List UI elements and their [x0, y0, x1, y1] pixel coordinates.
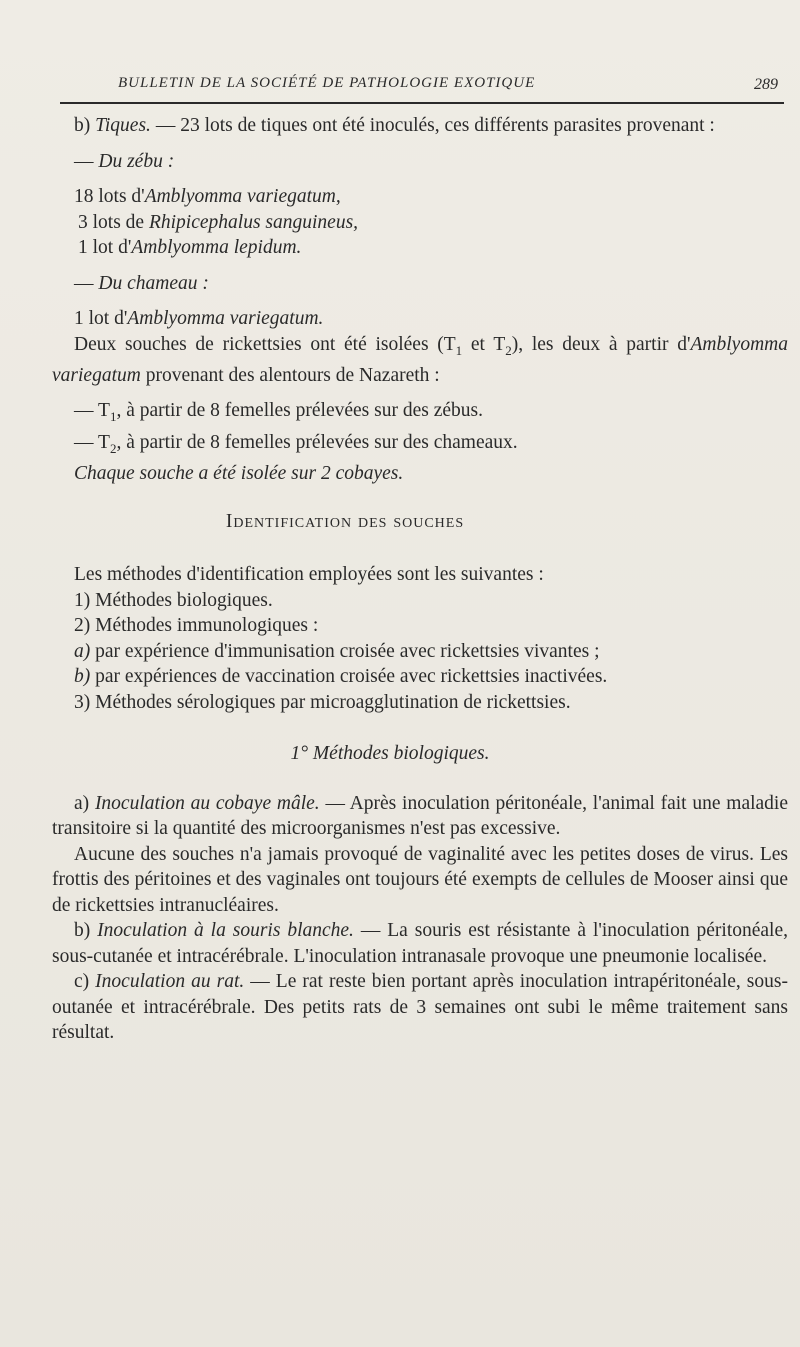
dash: — — [74, 272, 99, 294]
paragraph-text: — 23 lots de tiques ont été inoculés, ces différents parasites provenant : — [150, 115, 715, 136]
species-name: Amblyomma variegatum — [52, 333, 788, 386]
italic-term: Inoculation au cobaye mâle. — [94, 792, 320, 814]
page-header — [60, 70, 784, 106]
text-run: ), les deux à partir d' — [511, 333, 691, 355]
method-2a — [52, 639, 788, 665]
dash: — — [74, 150, 99, 172]
lot-count: 18 lots d' — [74, 186, 145, 207]
paragraph-text: par expériences de vaccination croisée avec rickettsies inactivées. — [90, 666, 608, 688]
item-label: a) — [74, 640, 91, 662]
italic-sentence: Chaque souche a été isolée sur 2 cobayes. — [74, 463, 404, 485]
species-name: Rhipicephalus sanguineus, — [148, 211, 359, 233]
paragraph-souches — [52, 332, 788, 389]
italic-term: Du chameau : — [98, 272, 209, 294]
item-label: b) — [74, 920, 98, 942]
list-item-lot-2 — [52, 210, 788, 236]
chaque-souche — [52, 461, 788, 487]
method-2: 2) Méthodes immunologiques : — [74, 615, 319, 637]
list-item-lot-3 — [52, 235, 788, 261]
paragraph-cobaye — [52, 791, 788, 842]
lot-count: 1 lot d' — [74, 308, 128, 329]
subscript: 2 — [505, 342, 512, 358]
page-number: 289 — [754, 76, 778, 93]
paragraph-text: — Après inoculation péritonéale, l'animal fait une maladie transitoire si la quantité des microorganismes n'est pas excessive. — [52, 792, 788, 840]
italic-heading: 1° Méthodes biologiques. — [290, 743, 490, 765]
subscript: 1 — [109, 409, 117, 425]
italic-term: Du zébu : — [98, 150, 175, 172]
item-label: a) — [74, 792, 95, 814]
list-item-lot-4 — [52, 306, 788, 332]
text-run: — T — [74, 431, 110, 453]
text-run: , à partir de 8 femelles prélevées sur des zébus. — [116, 400, 483, 422]
paragraph-text: — Le rat reste bien portant après inoculation intrapéritonéale, sous-outanée et intracérébrale. Des petits rats de 3 semaines ont subi le même traitement sans résultat. — [52, 971, 788, 1044]
strain-t2 — [52, 430, 788, 461]
text-run: , à partir de 8 femelles prélevées sur des chameaux. — [116, 431, 518, 453]
zebu-heading — [52, 149, 788, 175]
text-run: provenant des alentours de Nazareth : — [140, 364, 440, 386]
text-run: Deux souches de rickettsies ont été isolées (T — [74, 333, 456, 355]
list-item-lot-1 — [52, 184, 788, 210]
header-rule — [60, 102, 784, 104]
species-name: Amblyomma variegatum. — [127, 308, 324, 329]
subscript: 1 — [455, 342, 463, 358]
body-text — [52, 113, 788, 1046]
method-3: 3) Méthodes sérologiques par microagglutination de rickettsies. — [74, 691, 571, 713]
methods-intro: Les méthodes d'identification employées sont les suivantes : — [74, 564, 544, 586]
item-label: c) — [74, 971, 96, 993]
paragraph-rat — [52, 969, 788, 1046]
species-name: Amblyomma lepidum. — [131, 237, 302, 258]
running-title: BULLETIN DE LA SOCIÉTÉ DE PATHOLOGIE EXOTIQUE — [118, 75, 536, 91]
subsection-heading — [52, 741, 788, 767]
paragraph-text: par expérience d'immunisation croisée avec rickettsies vivantes ; — [90, 640, 600, 662]
italic-term: Tiques. — [95, 115, 151, 136]
item-label: b) — [74, 115, 96, 136]
method-2b — [52, 664, 788, 690]
species-name: Amblyomma variegatum, — [144, 186, 341, 207]
subscript: 2 — [109, 440, 117, 456]
item-label: b) — [74, 666, 91, 688]
italic-term: Inoculation au rat. — [95, 971, 245, 993]
paragraph-text: — La souris est résistante à l'inoculation péritonéale, sous-cutanée et intracérébrale. L'inoculation intranasale provoque une pneumonie localisée. — [52, 920, 789, 967]
italic-term: Inoculation à la souris blanche. — [97, 920, 354, 942]
chameau-heading — [52, 271, 788, 297]
paragraph-souris — [52, 918, 788, 969]
strain-t1 — [52, 398, 788, 429]
method-1: 1) Méthodes biologiques. — [74, 589, 273, 611]
section-heading: Identification des souches — [225, 510, 465, 532]
lot-count: 3 lots de — [78, 211, 149, 233]
text-run: — T — [74, 400, 110, 422]
lot-count: 1 lot d' — [78, 237, 132, 258]
paragraph-tiques — [52, 113, 788, 139]
text-run: et T — [462, 333, 506, 355]
paragraph-aucune: Aucune des souches n'a jamais provoqué de vaginalité avec les petites doses de virus. Les frottis des péritoines et des vaginales ont toujours été exempts de cellules de Mooser ainsi que de rickettsies intranucléaires. — [52, 843, 788, 916]
